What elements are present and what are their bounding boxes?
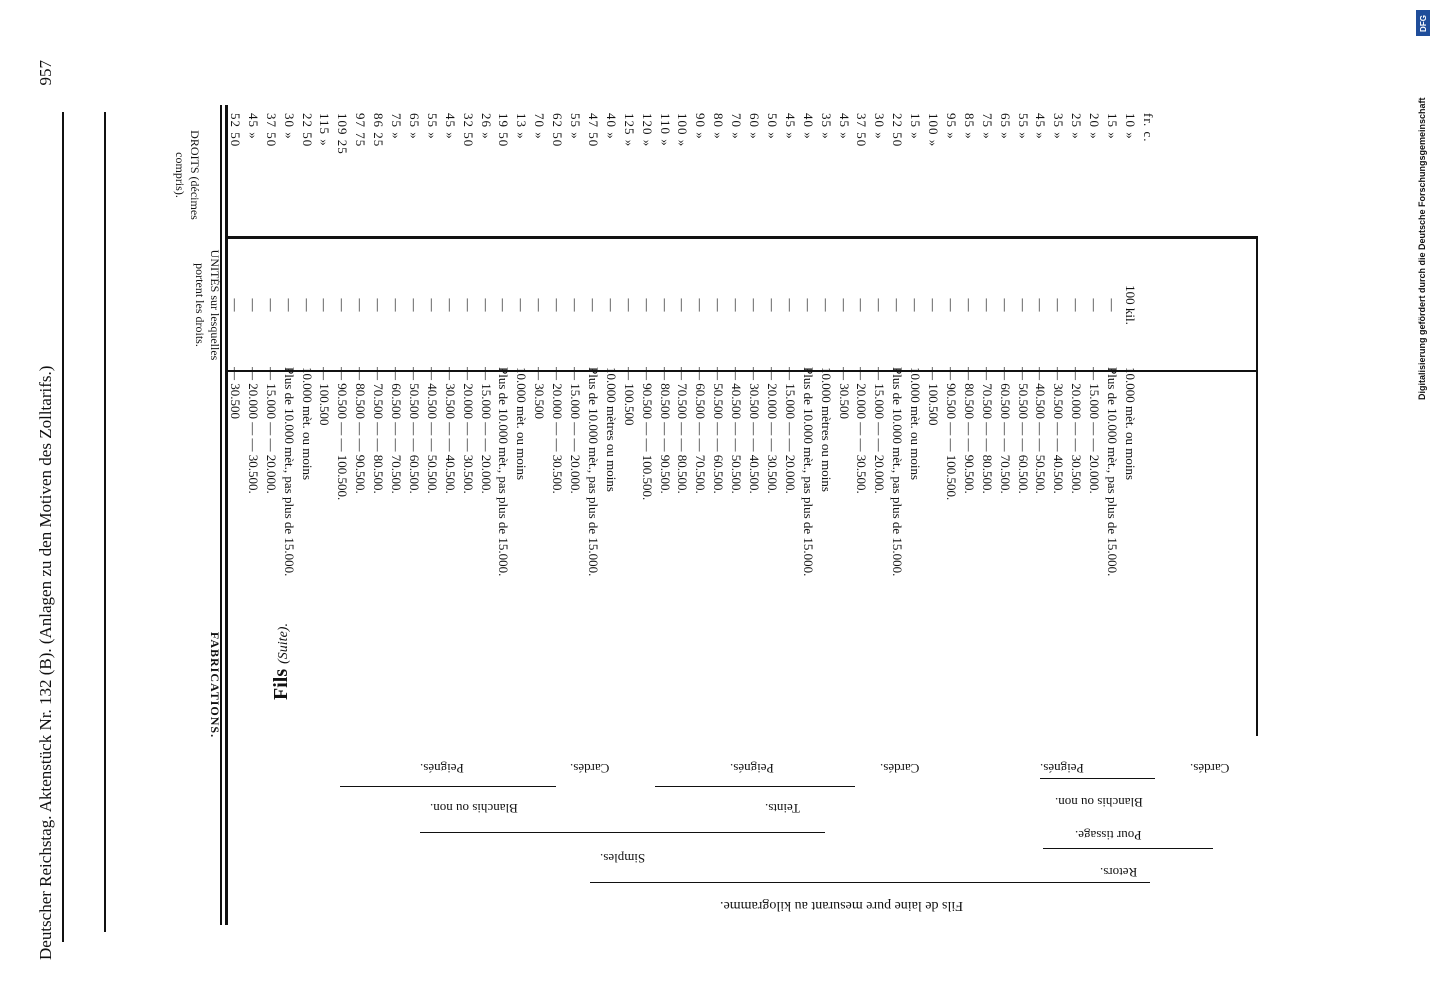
row-droit: 55 » xyxy=(568,113,584,140)
row-description: — 30.500 xyxy=(228,367,243,419)
row-droit: 110 » xyxy=(657,113,673,147)
group-pour-tissage: Pour tissage. xyxy=(1075,828,1142,843)
group-peignes-1: Peignés. xyxy=(420,761,464,776)
row-droit: 15 » xyxy=(908,113,924,140)
running-head xyxy=(36,60,56,960)
row-droit: 22 50 xyxy=(890,113,906,148)
row-description: — 50.500 — — 60.500. xyxy=(1015,367,1031,494)
row-droit: 45 » xyxy=(1033,113,1049,140)
row-unit: — xyxy=(836,298,852,312)
group-cardes-3: Cardés. xyxy=(1190,761,1230,776)
row-droit: 20 » xyxy=(1087,113,1103,140)
row-description: — 15.000 — — 20.000. xyxy=(568,367,584,494)
row-description: — 60.500 — — 70.500. xyxy=(389,367,405,494)
row-droit: 115 » xyxy=(317,113,333,147)
row-droit: 40 » xyxy=(800,113,816,140)
group-retors: Retors. xyxy=(1100,865,1138,880)
row-unit: — xyxy=(1069,298,1085,312)
row-droit: 75 » xyxy=(389,113,405,140)
row-droit: 26 » xyxy=(478,113,494,140)
row-droit: 70 » xyxy=(532,113,548,140)
row-description: — 20.000 — — 30.500. xyxy=(854,367,870,494)
row-droit: 22 50 xyxy=(299,113,315,148)
row-description: — 80.500 — — 90.500. xyxy=(657,367,673,494)
fabrications-header: FABRICATIONS. xyxy=(208,631,222,739)
row-droit: 125 » xyxy=(621,113,637,148)
row-unit: — xyxy=(818,298,834,312)
row-unit: — xyxy=(890,298,906,312)
row-description: — 100.500 xyxy=(926,367,942,426)
row-unit: — xyxy=(908,298,924,312)
row-description: — 90.500 — — 100.500. xyxy=(639,367,655,501)
row-droit: 65 » xyxy=(407,113,422,140)
row-unit: 100 kil. xyxy=(1123,285,1138,325)
row-unit: — xyxy=(478,298,494,312)
row-description: — 20.000 — — 30.500. xyxy=(550,367,566,494)
row-description: Plus de 10.000 mèt., pas plus de 15.000. xyxy=(496,367,512,577)
row-droit: 75 » xyxy=(979,113,995,140)
row-unit: — xyxy=(586,298,601,312)
row-droit: 62 50 xyxy=(550,113,566,148)
row-unit: — xyxy=(997,298,1013,312)
row-unit: — xyxy=(514,298,530,312)
row-description: — 30.500 xyxy=(836,367,852,419)
row-unit: — xyxy=(765,298,780,312)
row-description: — 30.500 — — 40.500. xyxy=(442,367,458,494)
row-description: — 100.500 xyxy=(621,367,637,426)
row-unit: — xyxy=(371,298,387,312)
bracket-rule xyxy=(420,832,825,833)
row-unit: — xyxy=(1051,298,1067,312)
row-description: Plus de 10.000 mèt., pas plus de 15.000. xyxy=(890,367,906,577)
group-peignes-2: Peignés. xyxy=(730,761,774,776)
row-description: — 15.000 — — 20.000. xyxy=(1087,367,1103,494)
row-droit: 90 » xyxy=(693,113,709,140)
group-main: Fils de laine pure mesurant au kilogramme. xyxy=(720,898,963,913)
row-description: 10.000 mèt. ou moins xyxy=(908,367,924,481)
bracket-rule xyxy=(590,882,1150,883)
row-description: — 100.500 xyxy=(317,367,333,426)
row-droit: 60 » xyxy=(747,113,763,140)
row-unit: — xyxy=(872,298,888,312)
row-droit: 45 » xyxy=(782,113,798,140)
row-droit: 55 » xyxy=(1015,113,1031,140)
row-droit: 10 » xyxy=(1123,113,1138,140)
row-droit: 70 » xyxy=(729,113,745,140)
row-unit: — xyxy=(711,298,727,312)
row-description: 10.000 mètres ou moins xyxy=(818,367,834,492)
group-blanchis-2: Blanchis ou non. xyxy=(1055,795,1143,810)
row-description: — 15.000 — — 20.000. xyxy=(478,367,494,494)
row-droit: 45 » xyxy=(836,113,852,140)
outer-left-rule xyxy=(62,112,64,942)
row-description: — 70.500 — — 80.500. xyxy=(371,367,387,494)
row-unit: — xyxy=(961,298,977,312)
row-droit: 19 50 xyxy=(496,113,512,148)
row-unit: — xyxy=(407,298,422,312)
row-description: — 50.500 — — 60.500. xyxy=(711,367,727,494)
row-description: Plus de 10.000 mèt., pas plus de 15.000. xyxy=(281,367,297,577)
row-unit: — xyxy=(926,298,942,312)
row-droit: 35 » xyxy=(1051,113,1067,140)
group-teints: Teints. xyxy=(765,801,800,816)
group-simples: Simples. xyxy=(600,851,646,866)
row-description: — 20.000 — — 30.500. xyxy=(765,367,780,494)
row-unit: — xyxy=(228,298,243,312)
section-title: Fils (Suite). xyxy=(270,623,292,700)
row-description: 10.000 mètres ou moins xyxy=(603,367,619,492)
row-unit: — xyxy=(675,298,691,312)
row-droit: 100 » xyxy=(926,113,942,148)
row-unit: — xyxy=(460,298,476,312)
row-unit: — xyxy=(317,298,333,312)
row-description: 10.000 mèt. ou moins xyxy=(514,367,530,481)
row-unit: — xyxy=(424,298,440,312)
row-unit: — xyxy=(550,298,566,312)
row-droit: 13 » xyxy=(514,113,530,140)
row-unit: — xyxy=(389,298,405,312)
row-droit: 37 50 xyxy=(263,113,279,148)
row-droit: 47 50 xyxy=(586,113,601,148)
row-description: — 15.000 — — 20.000. xyxy=(263,367,279,494)
row-description: — 20.000 — — 30.500. xyxy=(245,367,261,494)
row-unit: — xyxy=(299,298,315,312)
row-unit: — xyxy=(263,298,279,312)
row-droit: 100 » xyxy=(675,113,691,148)
row-unit: — xyxy=(568,298,584,312)
bracket-rule xyxy=(340,786,556,787)
row-unit: — xyxy=(639,298,655,312)
row-droit: 25 » xyxy=(1069,113,1085,140)
row-droit: 32 50 xyxy=(460,113,476,148)
row-droit: 120 » xyxy=(639,113,655,148)
row-droit: 86 25 xyxy=(371,113,387,148)
group-peignes-3: Peignés. xyxy=(1040,761,1084,776)
row-description: — 30.500 xyxy=(532,367,548,419)
row-unit: — xyxy=(496,298,512,312)
page-number: 957 xyxy=(36,60,55,86)
row-unit: — xyxy=(800,298,816,312)
row-unit: — xyxy=(1015,298,1031,312)
running-head-title: Deutscher Reichstag. Aktenstück Nr. 132 (B). (Anlagen zu den Motiven des Zolltarifs.) xyxy=(36,365,55,960)
row-description: — 70.500 — — 80.500. xyxy=(675,367,691,494)
row-description: — 20.000 — — 30.500. xyxy=(1069,367,1085,494)
row-description: — 15.000 — — 20.000. xyxy=(782,367,798,494)
row-unit: — xyxy=(532,298,548,312)
row-description: — 40.500 — — 50.500. xyxy=(424,367,440,494)
row-droit: 85 » xyxy=(961,113,977,140)
row-droit: 80 » xyxy=(711,113,727,140)
row-description: Plus de 10.000 mèt., pas plus de 15.000. xyxy=(586,367,601,577)
row-description: — 90.500 — — 100.500. xyxy=(944,367,959,501)
row-unit: — xyxy=(335,298,351,312)
dfg-logo: DFG xyxy=(1416,10,1430,36)
row-droit: 65 » xyxy=(997,113,1013,140)
row-unit: — xyxy=(782,298,798,312)
row-droit: 45 » xyxy=(442,113,458,140)
row-unit: — xyxy=(1087,298,1103,312)
row-description: — 30.500 — — 40.500. xyxy=(747,367,763,494)
row-unit: — xyxy=(657,298,673,312)
row-unit: — xyxy=(603,298,619,312)
row-description: — 80.500 — — 90.500. xyxy=(353,367,369,494)
row-unit: — xyxy=(693,298,709,312)
row-droit: 97 75 xyxy=(353,113,369,148)
row-description: — 80.500 — — 90.500. xyxy=(961,367,977,494)
row-description: 10.000 mèt. ou moins xyxy=(299,367,315,481)
row-droit: 55 » xyxy=(424,113,440,140)
row-droit: 37 50 xyxy=(854,113,870,148)
row-unit: — xyxy=(621,298,637,312)
row-description: — 15.000 — — 20.000. xyxy=(872,367,888,494)
row-unit: — xyxy=(854,298,870,312)
group-cardes-1: Cardés. xyxy=(570,761,610,776)
row-unit: — xyxy=(979,298,995,312)
row-description: — 40.500 — — 50.500. xyxy=(729,367,745,494)
droits-units: fr. c. xyxy=(1140,113,1156,143)
row-description: — 70.500 — — 80.500. xyxy=(979,367,995,494)
row-description: — 90.500 — — 100.500. xyxy=(335,367,351,501)
row-unit: — xyxy=(1033,298,1049,312)
droits-header: DROITS (décimes compris). xyxy=(173,130,202,220)
row-unit: — xyxy=(747,298,763,312)
bracket-rule xyxy=(655,786,855,787)
row-description: — 50.500 — — 60.500. xyxy=(407,367,422,494)
bracket-rule xyxy=(1040,778,1155,779)
row-unit: — xyxy=(1105,298,1121,312)
row-description: — 60.500 — — 70.500. xyxy=(997,367,1013,494)
row-droit: 50 » xyxy=(765,113,780,140)
units-header: UNITÉS sur lesquelles portent les droits. xyxy=(193,249,222,361)
row-unit: — xyxy=(245,298,261,312)
row-droit: 95 » xyxy=(944,113,959,140)
table-row xyxy=(224,105,247,925)
row-unit: — xyxy=(442,298,458,312)
row-description: — 20.000 — — 30.500. xyxy=(460,367,476,494)
row-description: — 60.500 — — 70.500. xyxy=(693,367,709,494)
row-droit: 15 » xyxy=(1105,113,1121,140)
row-droit: 30 » xyxy=(872,113,888,140)
bracket-rule xyxy=(1043,848,1213,849)
row-description: 10.000 mèt. ou moins xyxy=(1123,367,1138,481)
row-description: — 40.500 — — 50.500. xyxy=(1033,367,1049,494)
group-cardes-2: Cardés. xyxy=(880,761,920,776)
row-droit: 45 » xyxy=(245,113,261,140)
row-droit: 40 » xyxy=(603,113,619,140)
row-unit: — xyxy=(353,298,369,312)
row-droit: 52 50 xyxy=(228,113,243,148)
row-droit: 35 » xyxy=(818,113,834,140)
row-droit: 109 25 xyxy=(335,113,351,155)
row-unit: — xyxy=(729,298,745,312)
row-unit: — xyxy=(944,298,959,312)
row-unit: — xyxy=(281,298,297,312)
row-description: Plus de 10.000 mèt., pas plus de 15.000. xyxy=(1105,367,1121,577)
row-description: — 30.500 — — 40.500. xyxy=(1051,367,1067,494)
row-description: Plus de 10.000 mèt., pas plus de 15.000. xyxy=(800,367,816,577)
row-droit: 30 » xyxy=(281,113,297,140)
group-blanchis: Blanchis ou non. xyxy=(430,801,518,816)
digitization-credit: Digitalisierung gefördert durch die Deutsche Forschungsgemeinschaft xyxy=(1417,97,1427,400)
